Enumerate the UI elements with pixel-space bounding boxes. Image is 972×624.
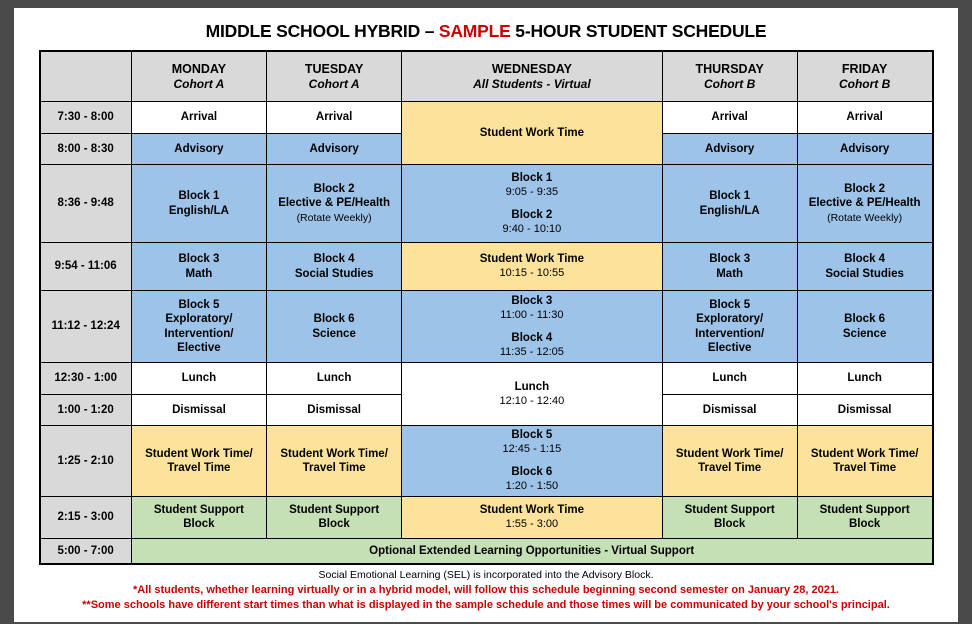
title-after: 5-HOUR STUDENT SCHEDULE bbox=[510, 21, 767, 41]
header-cohort-label: All Students - Virtual bbox=[473, 76, 591, 91]
time-label: 2:15 - 3:00 bbox=[40, 496, 132, 538]
schedule-document bbox=[14, 8, 958, 622]
block-time: 1:20 - 1:50 bbox=[505, 480, 559, 493]
header-thursday bbox=[662, 51, 797, 102]
cell-fri-support-block bbox=[797, 496, 932, 538]
cell-mon-dismissal: Dismissal bbox=[131, 395, 266, 426]
block-label: Block 5 bbox=[178, 299, 220, 312]
cell-fri-advisory: Advisory bbox=[797, 134, 932, 165]
header-friday bbox=[797, 51, 932, 102]
table-row bbox=[40, 243, 933, 291]
schedule-table bbox=[39, 50, 934, 565]
time-label: 7:30 - 8:00 bbox=[40, 102, 132, 134]
block-label: Block 1 bbox=[511, 171, 553, 184]
block-label: Block 2 bbox=[511, 209, 553, 221]
block-label: Block 5 bbox=[709, 299, 751, 312]
cell-tue-block6 bbox=[267, 291, 402, 363]
table-row bbox=[40, 165, 933, 243]
time-label: 12:30 - 1:00 bbox=[40, 363, 132, 395]
cell-mon-advisory: Advisory bbox=[131, 134, 266, 165]
header-cohort-label: Cohort B bbox=[703, 76, 756, 91]
block-label: Block 2 bbox=[844, 183, 886, 196]
cell-mon-lunch: Lunch bbox=[131, 363, 266, 395]
cell-thu-lunch: Lunch bbox=[662, 363, 797, 395]
block-label: Block 3 bbox=[709, 253, 751, 266]
page-title bbox=[14, 21, 958, 42]
block-label: Block 2 bbox=[313, 183, 355, 196]
block-label: Block 4 bbox=[511, 332, 553, 344]
header-cohort-label: Cohort A bbox=[308, 76, 360, 91]
time-label: 1:00 - 1:20 bbox=[40, 395, 132, 426]
activity-label: Block bbox=[713, 518, 746, 531]
block-note: (Rotate Weekly) bbox=[827, 211, 903, 224]
block-label: Block 6 bbox=[844, 313, 886, 326]
time-label: 5:00 - 7:00 bbox=[40, 538, 132, 564]
time-label: 11:12 - 12:24 bbox=[40, 291, 132, 363]
table-row bbox=[40, 426, 933, 497]
cell-thu-support-block bbox=[662, 496, 797, 538]
cell-fri-block6 bbox=[797, 291, 932, 363]
activity-label: Student Support bbox=[684, 504, 775, 517]
cell-tue-dismissal: Dismissal bbox=[267, 395, 402, 426]
activity-label: Travel Time bbox=[698, 461, 762, 474]
activity-label: Block bbox=[318, 518, 350, 531]
cell-mon-block1 bbox=[131, 165, 266, 243]
block-time: 11:35 - 12:05 bbox=[499, 346, 564, 359]
block-subject: Intervention/ bbox=[164, 327, 234, 340]
block-subject: Social Studies bbox=[294, 267, 374, 280]
cell-fri-dismissal: Dismissal bbox=[797, 395, 932, 426]
cell-thu-dismissal: Dismissal bbox=[662, 395, 797, 426]
cell-mon-block3 bbox=[131, 243, 266, 291]
time-label: 1:25 - 2:10 bbox=[40, 426, 132, 497]
activity-label: Student Work Time/ bbox=[810, 447, 919, 460]
block-subject: Science bbox=[842, 327, 887, 340]
activity-label: Student Support bbox=[153, 504, 244, 517]
table-header-row bbox=[40, 51, 933, 102]
spacer bbox=[405, 456, 658, 465]
header-day-label: THURSDAY bbox=[695, 61, 764, 76]
header-time-column bbox=[40, 51, 132, 102]
activity-label: Travel Time bbox=[167, 461, 231, 474]
block-subject: Math bbox=[185, 267, 213, 280]
block-subject: Elective & PE/Health bbox=[808, 197, 921, 210]
cell-thu-block5 bbox=[662, 291, 797, 363]
activity-label: Travel Time bbox=[833, 461, 897, 474]
spacer bbox=[405, 322, 658, 331]
block-time: 11:00 - 11:30 bbox=[500, 308, 564, 321]
cell-fri-block2 bbox=[797, 165, 932, 243]
cell-tue-block2 bbox=[267, 165, 402, 243]
cell-tue-lunch: Lunch bbox=[267, 363, 402, 395]
cell-optional-extended-learning: Optional Extended Learning Opportunities - Virtual Support bbox=[131, 538, 932, 564]
activity-time: 1:55 - 3:00 bbox=[505, 518, 559, 531]
block-subject: Intervention/ bbox=[695, 327, 765, 340]
cell-tue-advisory: Advisory bbox=[267, 134, 402, 165]
cell-tue-arrival: Arrival bbox=[267, 102, 402, 134]
cell-fri-work-travel bbox=[797, 426, 932, 497]
header-day-label: WEDNESDAY bbox=[491, 61, 572, 76]
cell-thu-work-travel bbox=[662, 426, 797, 497]
block-subject: Exploratory/ bbox=[696, 313, 764, 326]
block-label: Block 3 bbox=[511, 294, 553, 307]
activity-label: Travel Time bbox=[302, 461, 366, 474]
activity-label: Block bbox=[848, 518, 881, 531]
cell-tue-support-block bbox=[267, 496, 402, 538]
activity-label: Student Work Time/ bbox=[675, 447, 784, 460]
block-label: Block 4 bbox=[313, 253, 355, 266]
cell-mon-arrival: Arrival bbox=[131, 102, 266, 134]
activity-time: 10:15 - 10:55 bbox=[499, 267, 565, 280]
cell-fri-block4 bbox=[797, 243, 932, 291]
block-subject: English/LA bbox=[699, 204, 760, 217]
footnote-sel: Social Emotional Learning (SEL) is incorporated into the Advisory Block. bbox=[318, 569, 654, 582]
block-label: Block 3 bbox=[178, 253, 220, 266]
cell-fri-lunch: Lunch bbox=[797, 363, 932, 395]
cell-wed-student-work-time-1015 bbox=[402, 243, 662, 291]
cell-wed-block3-block4 bbox=[402, 291, 662, 363]
time-label: 8:36 - 9:48 bbox=[40, 165, 132, 243]
cell-mon-block5 bbox=[131, 291, 266, 363]
header-day-label: MONDAY bbox=[171, 61, 227, 76]
cell-mon-support-block bbox=[131, 496, 266, 538]
spacer bbox=[405, 199, 658, 208]
cell-tue-work-travel bbox=[267, 426, 402, 497]
time-label: 8:00 - 8:30 bbox=[40, 134, 132, 165]
block-label: Block 1 bbox=[709, 190, 751, 203]
cell-thu-block3 bbox=[662, 243, 797, 291]
time-label: 9:54 - 11:06 bbox=[40, 243, 132, 291]
cell-thu-arrival: Arrival bbox=[662, 102, 797, 134]
header-monday bbox=[131, 51, 266, 102]
block-subject: English/LA bbox=[168, 204, 229, 217]
block-subject: Elective bbox=[707, 341, 752, 354]
cell-tue-block4 bbox=[267, 243, 402, 291]
activity-time: 12:10 - 12:40 bbox=[499, 394, 565, 407]
header-cohort-label: Cohort B bbox=[838, 76, 891, 91]
block-subject: Exploratory/ bbox=[165, 313, 233, 326]
header-tuesday bbox=[267, 51, 402, 102]
activity-label: Lunch bbox=[514, 380, 550, 393]
table-row bbox=[40, 538, 933, 564]
block-subject: Elective bbox=[177, 341, 221, 354]
cell-fri-arrival: Arrival bbox=[797, 102, 932, 134]
activity-label: Student Support bbox=[819, 504, 910, 517]
table-row bbox=[40, 291, 933, 363]
header-wednesday bbox=[402, 51, 662, 102]
activity-label: Student Work Time bbox=[479, 253, 585, 266]
cell-mon-work-travel bbox=[131, 426, 266, 497]
table-row bbox=[40, 102, 933, 134]
table-row bbox=[40, 363, 933, 395]
cell-wed-block1-block2 bbox=[402, 165, 662, 243]
block-subject: Social Studies bbox=[825, 267, 904, 280]
activity-label: Student Work Time/ bbox=[280, 447, 388, 460]
block-label: Block 4 bbox=[844, 253, 886, 266]
block-label: Block 6 bbox=[313, 313, 355, 326]
cell-wed-student-work-time-morning: Student Work Time bbox=[402, 102, 662, 165]
block-subject: Math bbox=[716, 267, 744, 280]
block-subject: Elective & PE/Health bbox=[278, 197, 391, 210]
activity-label: Student Support bbox=[289, 504, 380, 517]
block-time: 12:45 - 1:15 bbox=[502, 443, 562, 456]
cell-thu-block1 bbox=[662, 165, 797, 243]
block-subject: Science bbox=[312, 327, 356, 340]
title-sample-word: SAMPLE bbox=[438, 21, 511, 41]
block-label: Block 1 bbox=[178, 190, 220, 203]
activity-label: Student Work Time/ bbox=[145, 447, 253, 460]
block-time: 9:40 - 10:10 bbox=[502, 223, 562, 236]
activity-label: Block bbox=[183, 518, 215, 531]
table-row bbox=[40, 496, 933, 538]
title-before: MIDDLE SCHOOL HYBRID – bbox=[205, 21, 439, 41]
block-label: Block 6 bbox=[511, 466, 553, 479]
header-day-label: FRIDAY bbox=[841, 61, 888, 76]
block-label: Block 5 bbox=[511, 429, 553, 441]
block-note: (Rotate Weekly) bbox=[296, 211, 372, 224]
footnote-note2: **Some schools have different start times than what is displayed in the sample schedule and those times will be communicated by your school's principal. bbox=[82, 599, 890, 612]
footnote-note1: *All students, whether learning virtually or in a hybrid model, will follow this schedule beginning second semester on January 28, 2021. bbox=[132, 584, 839, 597]
header-cohort-label: Cohort A bbox=[173, 76, 225, 91]
cell-wed-student-work-time-155 bbox=[402, 496, 662, 538]
cell-thu-advisory: Advisory bbox=[662, 134, 797, 165]
cell-wed-lunch bbox=[402, 363, 662, 426]
header-day-label: TUESDAY bbox=[304, 61, 364, 76]
block-time: 9:05 - 9:35 bbox=[505, 185, 559, 198]
activity-label: Student Work Time bbox=[479, 504, 585, 517]
cell-wed-block5-block6 bbox=[402, 426, 662, 497]
